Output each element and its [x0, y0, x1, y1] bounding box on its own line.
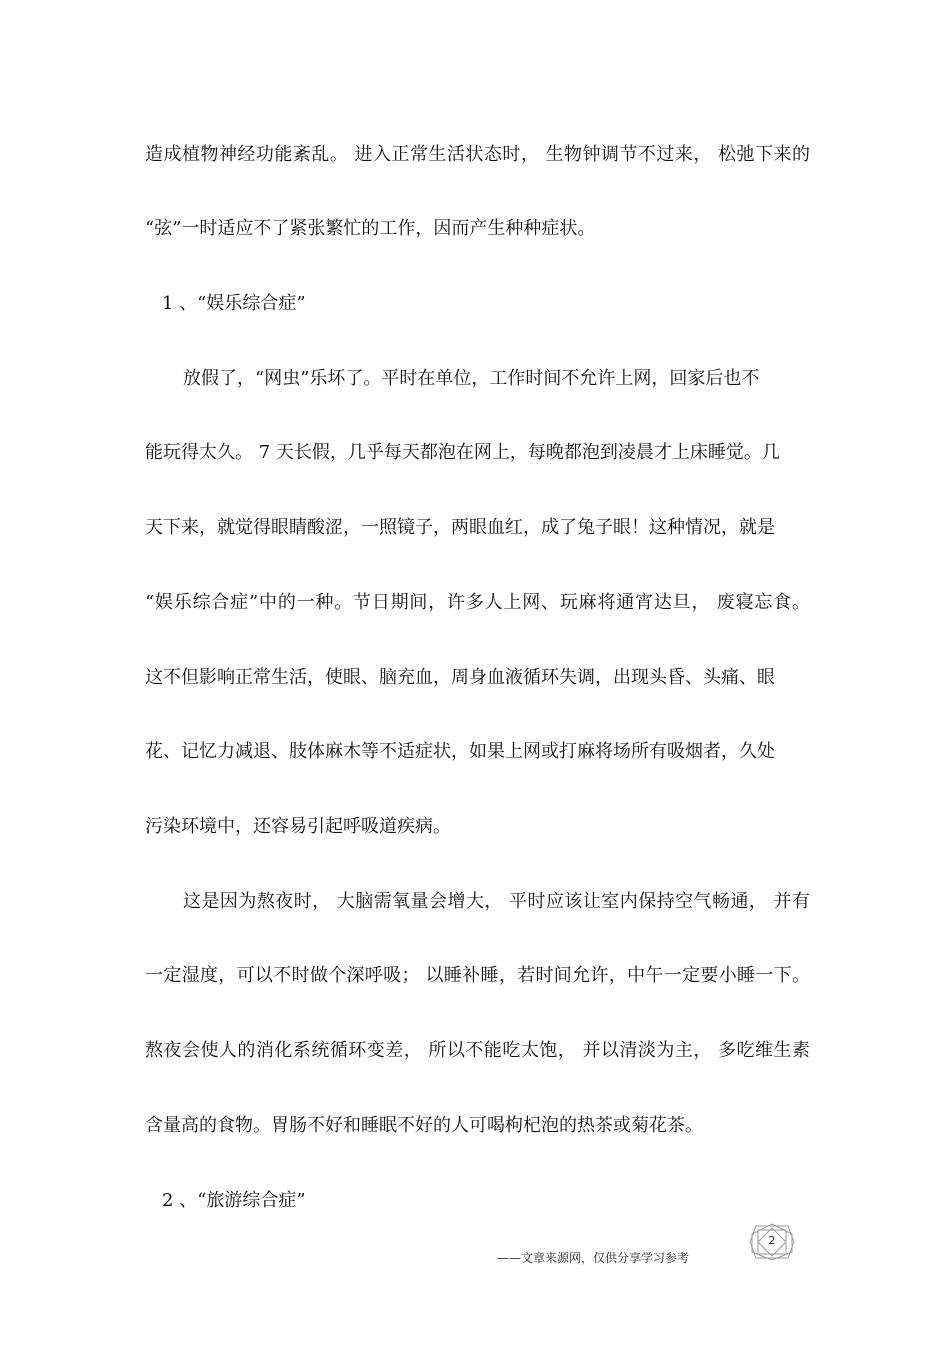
paragraph-line: 天下来，就觉得眼睛酸涩，一照镜子，两眼血红，成了兔子眼！这种情况，就是 [145, 517, 775, 538]
paragraph-line: 这不但影响正常生活，使眼、脑充血，周身血液循环失调，出现头昏、头痛、眼 [145, 667, 775, 688]
paragraph-line: 能玩得太久。 7 天长假，几乎每天都泡在网上，每晚都泡到凌晨才上床睡觉。几 [145, 442, 780, 463]
paragraph-line: 一定湿度，可以不时做个深呼吸； 以睡补睡，若时间允许，中午一定要小睡一下。 [145, 965, 810, 986]
paragraph-line: 熬夜会使人的消化系统循环变差， 所以不能吃太饱， 并以清淡为主， 多吃维生素 [145, 1040, 810, 1061]
section-heading: 2 、“旅游综合症” [162, 1190, 306, 1211]
paragraph-line: 污染环境中，还容易引起呼吸道疾病。 [145, 816, 451, 837]
paragraph-line: 造成植物神经功能紊乱。 进入正常生活状态时， 生物钟调节不过来， 松弛下来的 [145, 144, 810, 165]
paragraph-line: 放假了，“网虫”乐坏了。平时在单位，工作时间不允许上网，回家后也不 [183, 368, 760, 389]
paragraph-line: “娱乐综合症”中的一种。节日期间，许多人上网、玩麻将通宵达旦， 废寝忘食。 [145, 592, 810, 613]
paragraph-line: 花、记忆力减退、肢体麻木等不适症状，如果上网或打麻将场所有吸烟者，久处 [145, 741, 775, 762]
paragraph-line: 这是因为熬夜时， 大脑需氧量会增大， 平时应该让室内保持空气畅通， 并有 [183, 891, 810, 912]
source-note: ——文章来源网，仅供分享学习参考 [497, 1251, 690, 1265]
paragraph-line: “弦”一时适应不了紧张繁忙的工作，因而产生种种症状。 [145, 218, 596, 239]
section-heading: 1 、“娱乐综合症” [162, 293, 306, 314]
paragraph-line: 含量高的食物。胃肠不好和睡眠不好的人可喝枸杞泡的热茶或菊花茶。 [145, 1115, 703, 1136]
page-number: 2 [768, 1234, 776, 1247]
